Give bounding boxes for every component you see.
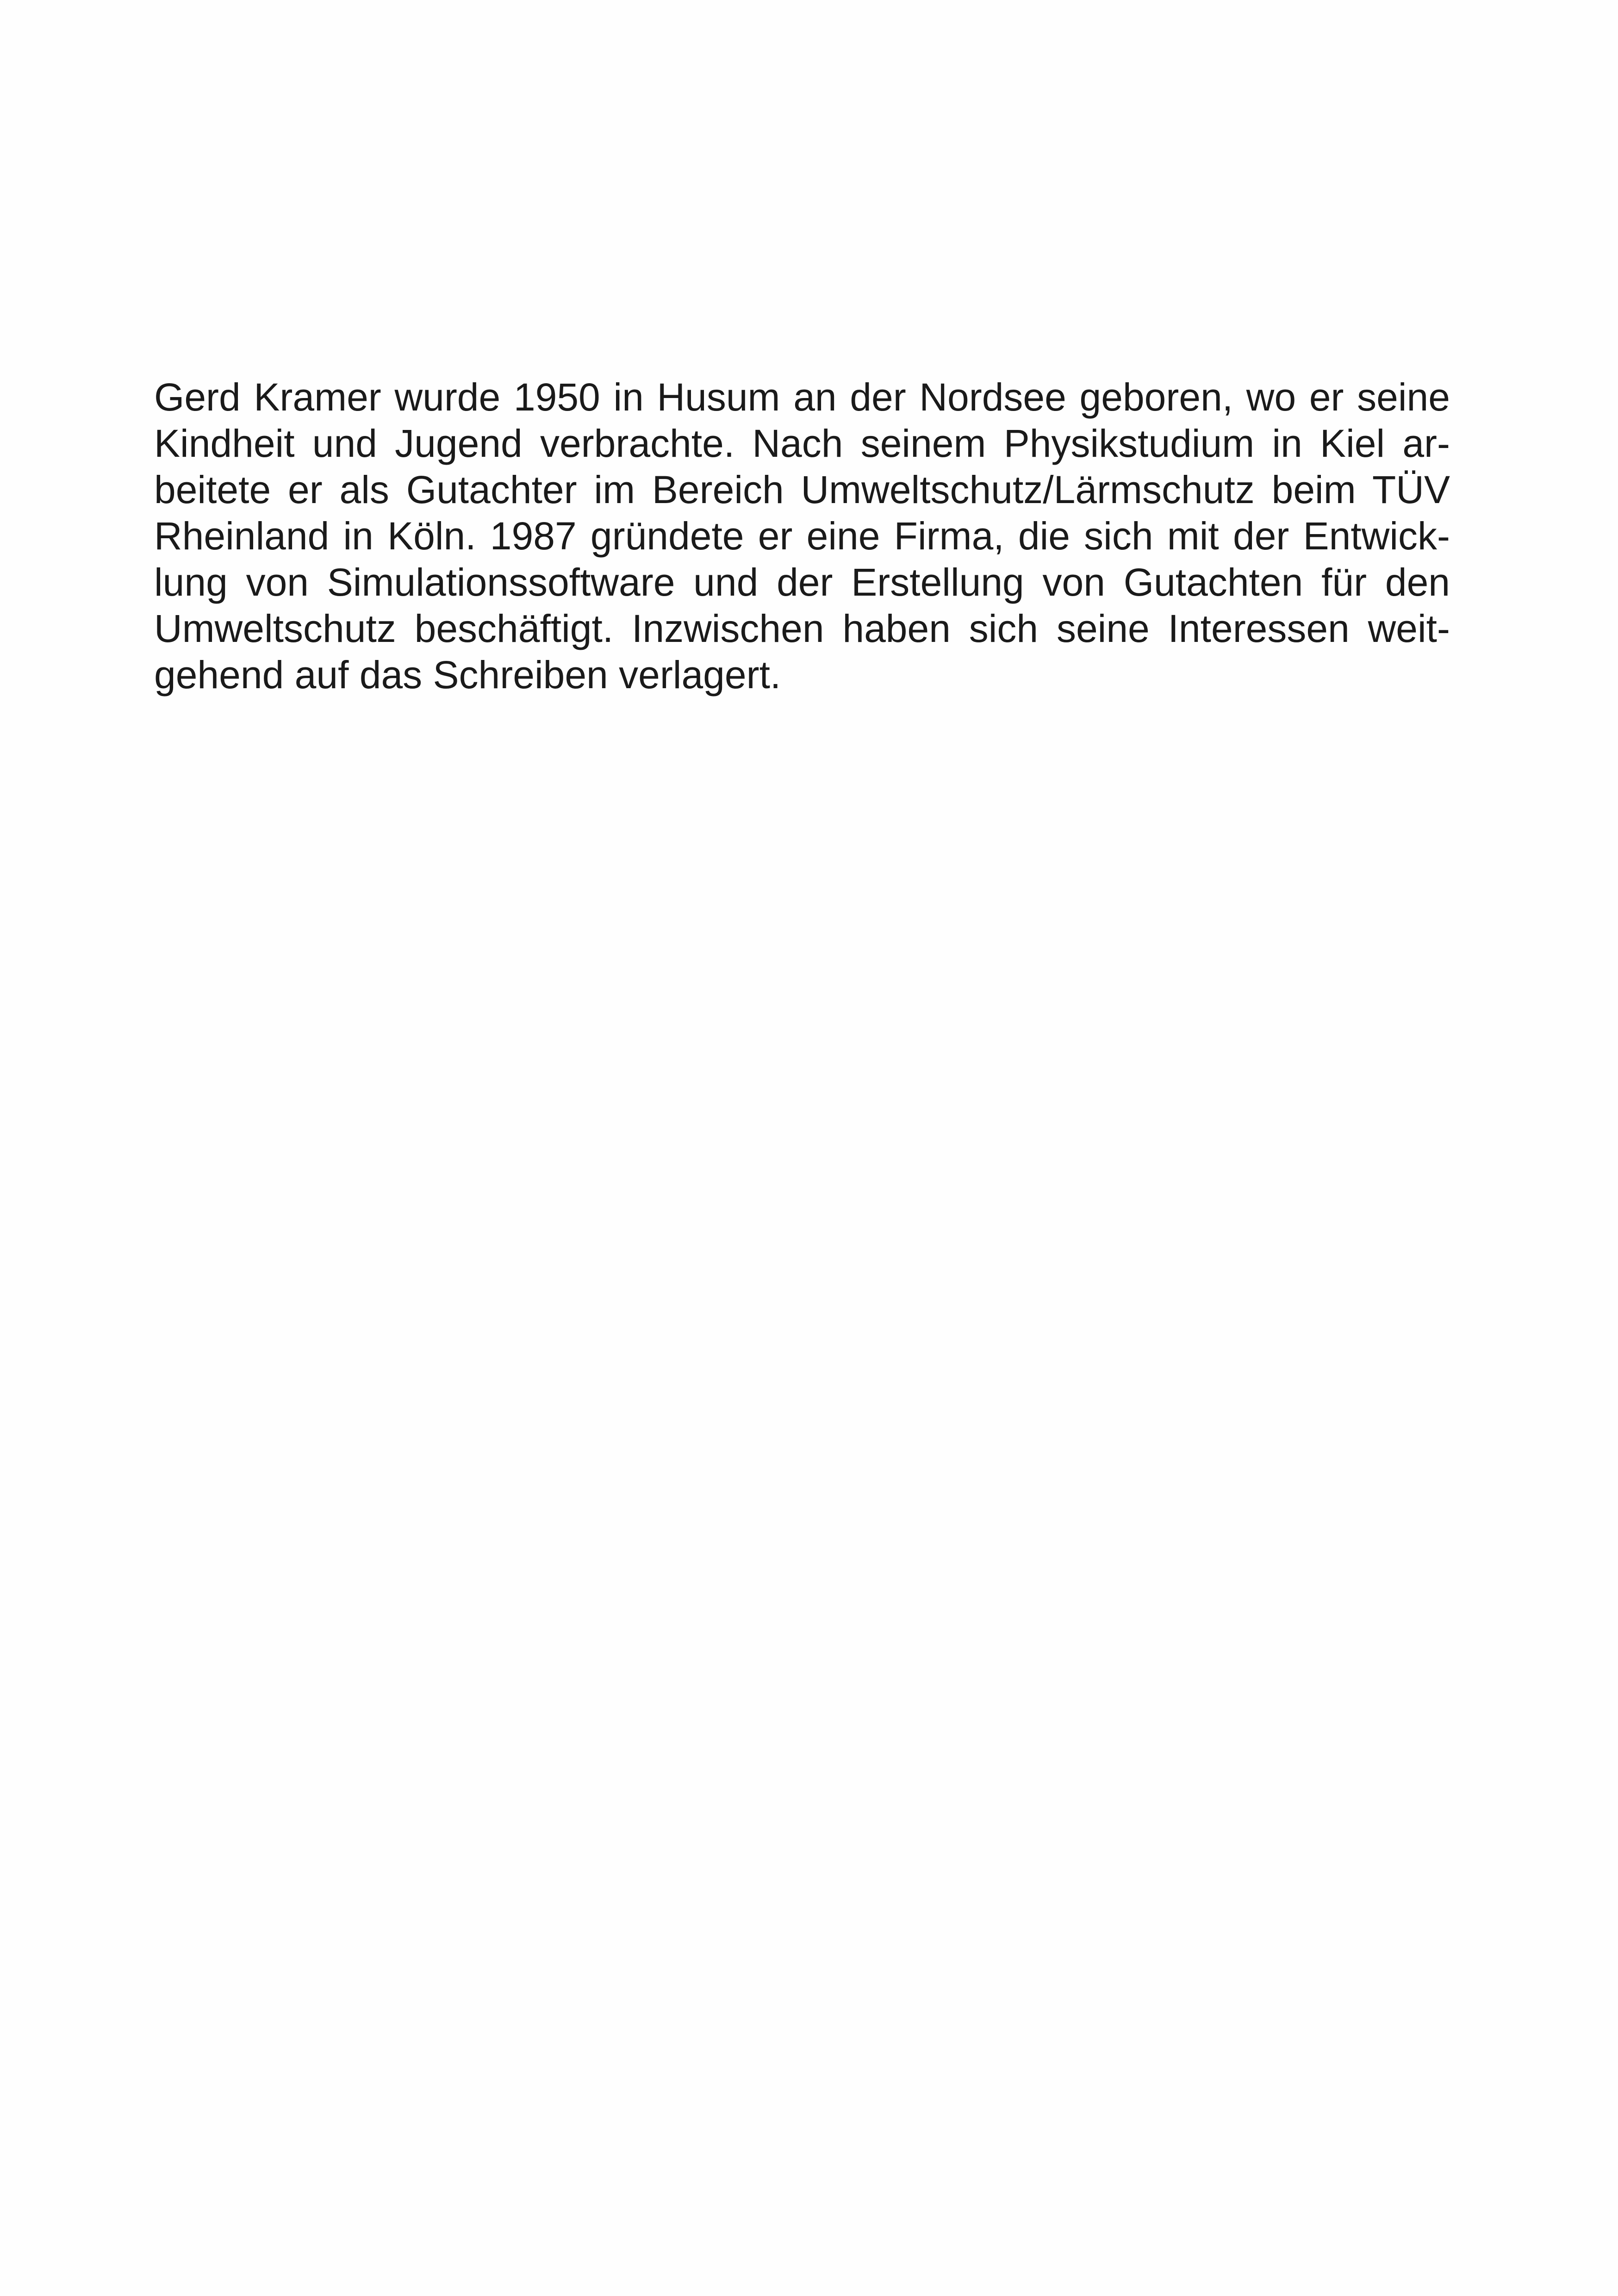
bio-line-6: Umweltschutz beschäftigt. Inzwischen haben sich seine Interessen weit- — [154, 607, 1450, 650]
bio-line-5: lung von Simulationssoftware und der Erstellung von Gutachten für den — [154, 560, 1450, 604]
bio-line-1: Gerd Kramer wurde 1950 in Husum an der Nordsee geboren, wo er seine — [154, 375, 1450, 419]
bio-line-7: gehend auf das Schreiben verlagert. — [154, 653, 781, 697]
bio-line-3: beitete er als Gutachter im Bereich Umweltschutz/Lärmschutz beim TÜV — [154, 468, 1450, 511]
author-biography — [154, 374, 1450, 698]
bio-line-2: Kindheit und Jugend verbrachte. Nach seinem Physikstudium in Kiel ar- — [154, 422, 1450, 465]
bio-line-4: Rheinland in Köln. 1987 gründete er eine Firma, die sich mit der Entwick- — [154, 514, 1450, 558]
